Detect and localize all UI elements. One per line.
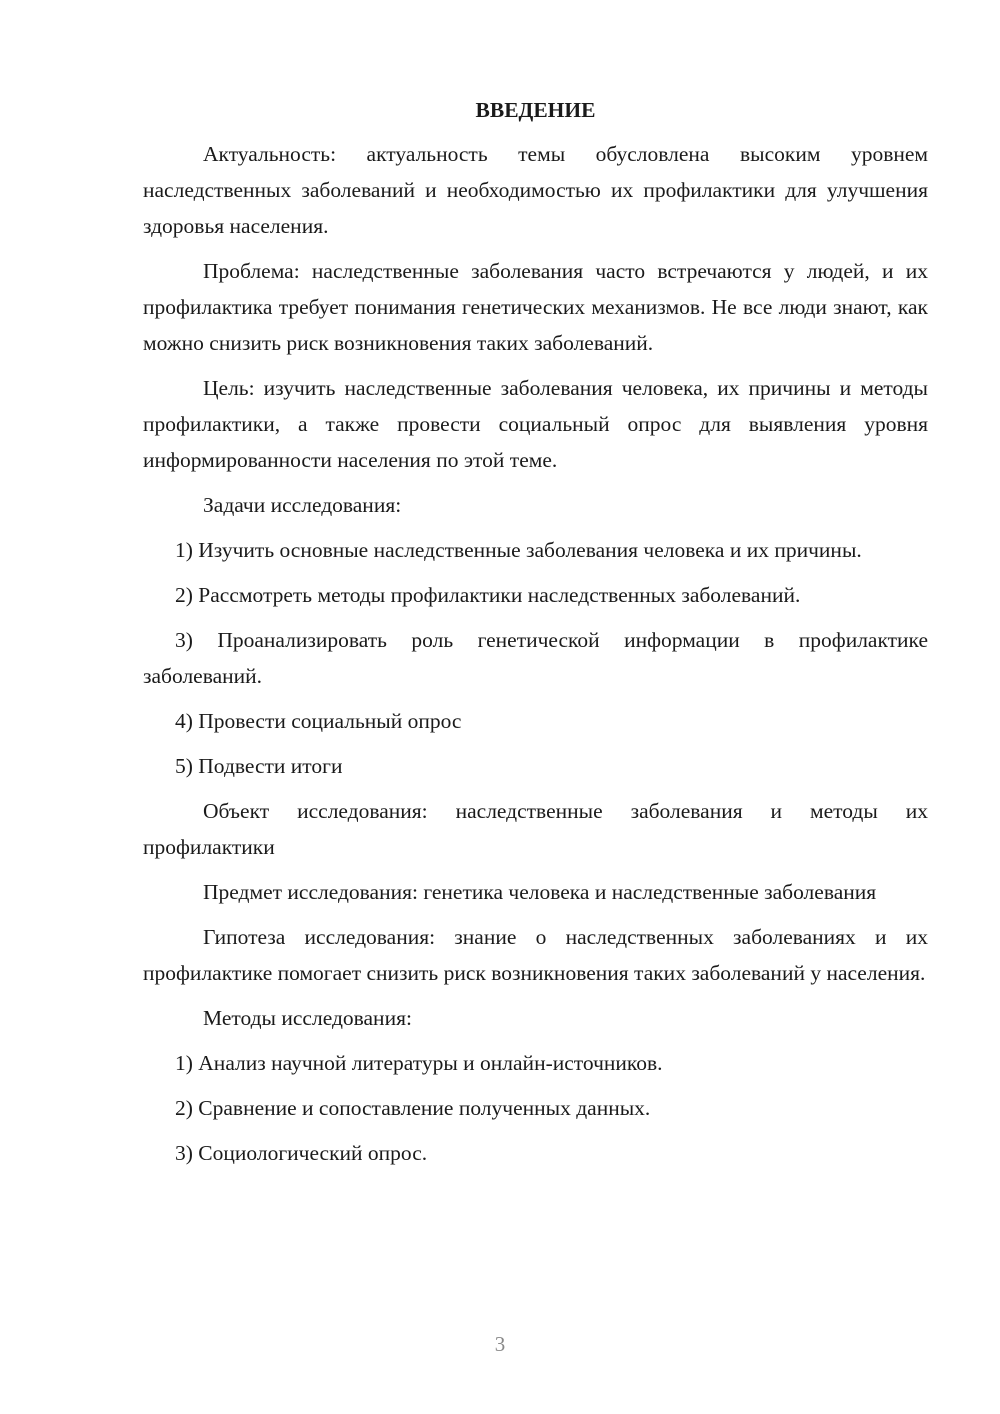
task-item-3: 3) Проанализировать роль генетической информации в профилактике заболеваний. <box>143 628 928 688</box>
document-page <box>143 92 928 1180</box>
section-heading: ВВЕДЕНИЕ <box>475 98 596 122</box>
object-paragraph: Объект исследования: наследственные заболевания и методы их профилактики <box>143 799 928 859</box>
task-item-1: 1) Изучить основные наследственные заболевания человека и их причины. <box>175 538 862 562</box>
goal-paragraph: Цель: изучить наследственные заболевания человека, их причины и методы профилактики, а также провести социальный опрос для выявления уровня информированности населения по этой теме. <box>143 376 928 472</box>
subject-paragraph: Предмет исследования: генетика человека и наследственные заболевания <box>203 880 877 904</box>
task-item-4: 4) Провести социальный опрос <box>175 709 462 733</box>
relevance-paragraph: Актуальность: актуальность темы обусловлена высоким уровнем наследственных заболеваний и необходимостью их профилактики для улучшения здоровья населения. <box>143 142 928 238</box>
problem-paragraph: Проблема: наследственные заболевания часто встречаются у людей, и их профилактика требует понимания генетических механизмов. Не все люди знают, как можно снизить риск возникновения таких заболеваний. <box>143 259 928 355</box>
task-item-5: 5) Подвести итоги <box>175 754 343 778</box>
page-number: 3 <box>494 1332 506 1356</box>
tasks-title: Задачи исследования: <box>203 493 402 517</box>
methods-title: Методы исследования: <box>203 1006 412 1030</box>
method-item-1: 1) Анализ научной литературы и онлайн-источников. <box>175 1051 663 1075</box>
hypothesis-paragraph: Гипотеза исследования: знание о наследственных заболеваниях и их профилактике помогает снизить риск возникновения таких заболеваний у населения. <box>143 925 928 985</box>
method-item-3: 3) Социологический опрос. <box>175 1141 428 1165</box>
task-item-2: 2) Рассмотреть методы профилактики наследственных заболеваний. <box>175 583 801 607</box>
method-item-2: 2) Сравнение и сопоставление полученных данных. <box>175 1096 651 1120</box>
